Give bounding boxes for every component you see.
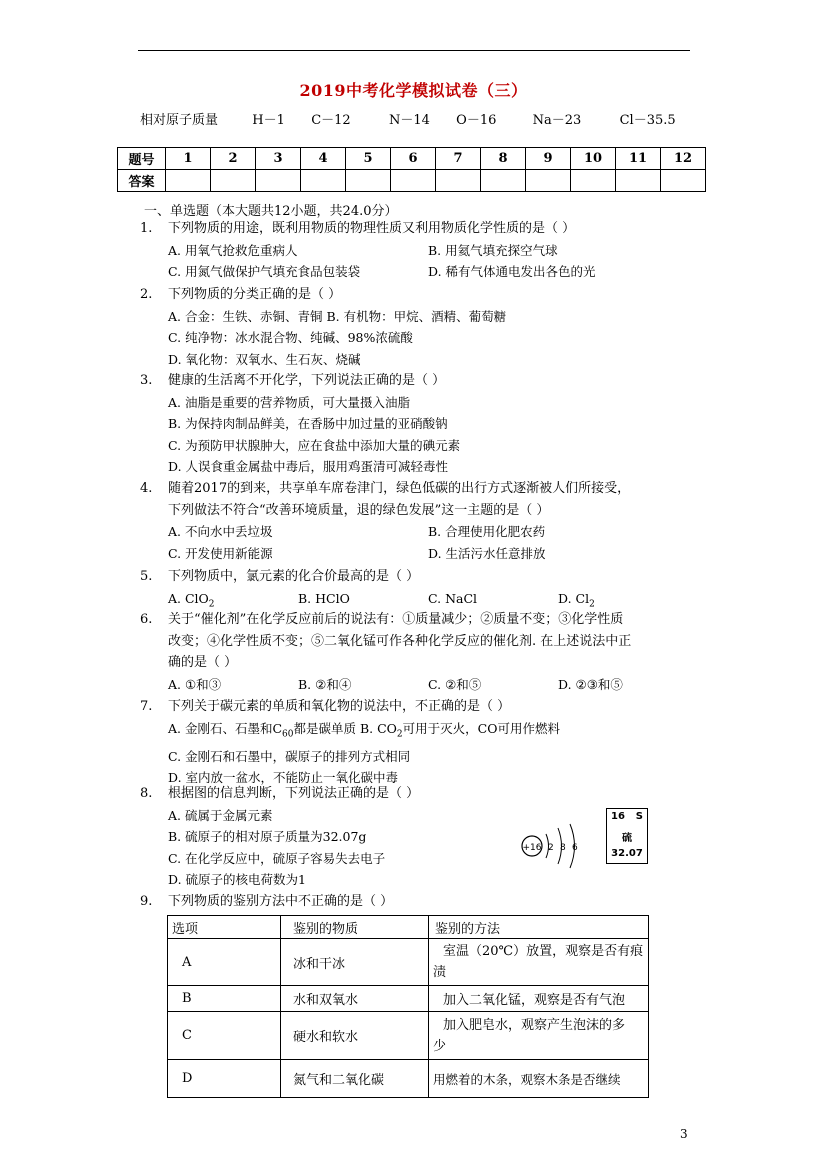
answer-table-number: 12 [661, 148, 706, 170]
question-stem: 改变；④化学性质不变；⑤二氧化锰可作各种化学反应的催化剂. 在上述说法中正 [168, 633, 632, 649]
question-number: 5. [140, 569, 153, 584]
option-d[interactable]: D. 室内放一盆水，不能防止一氧化碳中毒 [168, 770, 399, 785]
question-stem: 下列物质中，氯元素的化合价最高的是（ ） [168, 569, 420, 584]
option-d[interactable]: D. 生活污水任意排放 [428, 545, 546, 561]
answer-cell[interactable] [391, 170, 436, 192]
option-d[interactable]: D. 氧化物：双氧水、生石灰、烧碱 [168, 351, 361, 367]
option-c[interactable]: C. ②和⑤ [428, 676, 482, 692]
option-b[interactable]: B. 为保持肉制品鲜美，在香肠中加过量的亚硝酸钠 [168, 416, 448, 431]
mass-h: H－1 [252, 113, 285, 128]
page-title: 2019中考化学模拟试卷（三） [299, 81, 528, 100]
svg-text:6: 6 [572, 843, 578, 853]
option-b[interactable]: B. 合理使用化肥农药 [428, 524, 546, 539]
option-b[interactable]: B. ②和④ [298, 676, 352, 692]
table-row: C 硬水和软水 加入肥皂水，观察产生泡沫的多 少 [168, 1012, 649, 1060]
answer-table-header-answer: 答案 [118, 170, 166, 192]
answer-table-header-number: 题号 [118, 148, 166, 170]
option-c[interactable]: C. 在化学反应中，硫原子容易失去电子 [168, 850, 386, 866]
question-number: 1. [140, 221, 153, 236]
answer-cell[interactable] [211, 170, 256, 192]
answer-table-number: 3 [256, 148, 301, 170]
option-d[interactable]: D. 稀有气体通电发出各色的光 [428, 264, 596, 279]
element-name: 硫 [622, 833, 632, 844]
nucleus-charge: +16 [522, 843, 542, 853]
option-a[interactable]: A. ClO$_2$ [168, 590, 215, 609]
answer-table-number: 9 [526, 148, 571, 170]
answer-table [117, 147, 706, 192]
answer-table-number: 8 [481, 148, 526, 170]
table-row: D 氮气和二氧化碳 用燃着的木条，观察木条是否继续 [168, 1060, 649, 1098]
question-stem: 随着2017的到来，共享单车席卷津门，绿色低碳的出行方式逐渐被人们所接受， [168, 481, 631, 496]
answer-table-number: 7 [436, 148, 481, 170]
option-c[interactable]: C. 用氮气做保护气填充食品包装袋 [168, 264, 361, 279]
answer-cell[interactable] [301, 170, 346, 192]
svg-text:8: 8 [560, 843, 566, 853]
answer-cell[interactable] [616, 170, 661, 192]
question-number: 4. [140, 481, 153, 496]
question-stem: 下列关于碳元素的单质和氧化物的说法中，不正确的是（ ） [168, 699, 511, 714]
table-row: A 冰和干冰 室温（20℃）放置，观察是否有痕 渍 [168, 939, 649, 986]
answer-cell[interactable] [166, 170, 211, 192]
answer-table-number: 10 [571, 148, 616, 170]
option-a[interactable]: A. 油脂是重要的营养物质，可大量摄入油脂 [168, 394, 410, 410]
question-stem: 健康的生活离不开化学，下列说法正确的是（ ） [168, 373, 446, 388]
mass-cl: Cl－35.5 [619, 113, 676, 128]
option-d[interactable]: D. 硫原子的核电荷数为1 [168, 872, 306, 887]
answer-table-number: 5 [346, 148, 391, 170]
option-ab[interactable]: A. 金刚石、石墨和$C_{60}$都是碳单质 B. $CO_2$可用于灭火，CO可用作燃料 [168, 720, 560, 739]
option-d[interactable]: D. ②③和⑤ [558, 676, 623, 692]
answer-cell[interactable] [526, 170, 571, 192]
element-symbol: S [635, 811, 643, 822]
option-b[interactable]: B. HClO [298, 590, 350, 606]
mass-c: C－12 [311, 113, 351, 128]
question-stem: 关于“催化剂”在化学反应前后的说法有：①质量减少；②质量不变；③化学性质 [168, 612, 624, 627]
option-c[interactable]: C. NaCl [428, 590, 478, 606]
sulfur-element-card [606, 808, 648, 864]
mass-na: Na－23 [532, 113, 582, 128]
option-c[interactable]: C. 纯净物：冰水混合物、纯碱、98%浓硫酸 [168, 330, 413, 345]
table-header: 鉴别的方法 [429, 916, 649, 939]
option-d[interactable]: D. $Cl_2$ [558, 590, 595, 609]
mass-n: N－14 [388, 113, 430, 128]
option-d[interactable]: D. 人误食重金属盐中毒后，服用鸡蛋清可减轻毒性 [168, 459, 449, 474]
question-number: 8. [140, 786, 153, 801]
question-stem: 根据图的信息判断，下列说法正确的是（ ） [168, 786, 420, 801]
question-stem: 下列做法不符合“改善环境质量，退的绿色发展”这一主题的是（ ） [168, 502, 550, 518]
question-stem: 确的是（ ） [168, 655, 238, 670]
atomic-mass-label: 相对原子质量 [140, 113, 219, 128]
section-heading: 一、单选题（本大题共12小题，共24.0分） [144, 204, 398, 219]
answer-table-number: 2 [211, 148, 256, 170]
sulfur-atom-structure-diagram [520, 822, 588, 872]
question-number: 6. [140, 612, 153, 627]
option-b[interactable]: B. 用氦气填充探空气球 [428, 242, 558, 258]
answer-cell[interactable] [571, 170, 616, 192]
table-row: B 水和双氧水 加入二氧化锰，观察是否有气泡 [168, 986, 649, 1012]
question-number: 9. [140, 894, 153, 909]
page-number: 3 [680, 1127, 688, 1141]
atomic-number: 16 [611, 811, 625, 822]
option-ab[interactable]: A. 合金：生铁、赤铜、青铜 B. 有机物：甲烷、酒精、葡萄糖 [168, 308, 507, 324]
answer-cell[interactable] [661, 170, 706, 192]
answer-table-number: 4 [301, 148, 346, 170]
answer-table-number: 1 [166, 148, 211, 170]
svg-text:2: 2 [548, 843, 554, 853]
answer-cell[interactable] [436, 170, 481, 192]
answer-table-number: 11 [616, 148, 661, 170]
question-number: 3. [140, 373, 153, 388]
table-header: 选项 [168, 916, 281, 939]
identification-table [167, 915, 649, 1098]
answer-cell[interactable] [481, 170, 526, 192]
option-a[interactable]: A. ①和③ [168, 676, 222, 692]
option-b[interactable]: B. 硫原子的相对原子质量为32.07g [168, 829, 367, 844]
question-stem: 下列物质的分类正确的是（ ） [168, 287, 342, 302]
question-stem: 下列物质的用途，既利用物质的物理性质又利用物质化学性质的是（ ） [168, 221, 576, 236]
atomic-mass: 32.07 [611, 848, 643, 859]
answer-cell[interactable] [256, 170, 301, 192]
mass-o: O－16 [456, 113, 497, 128]
question-number: 7. [140, 699, 153, 714]
question-stem: 下列物质的鉴别方法中不正确的是（ ） [168, 894, 394, 909]
option-a[interactable]: A. 不向水中丢垃圾 [168, 524, 273, 539]
answer-table-number: 6 [391, 148, 436, 170]
question-number: 2. [140, 287, 153, 302]
header-rule [138, 50, 690, 51]
table-header: 鉴别的物质 [281, 916, 429, 939]
option-a[interactable]: A. 硫属于金属元素 [168, 807, 273, 823]
option-c[interactable]: C. 金刚石和石墨中，碳原子的排列方式相同 [168, 748, 411, 764]
option-c[interactable]: C. 开发使用新能源 [168, 545, 273, 561]
answer-cell[interactable] [346, 170, 391, 192]
option-c[interactable]: C. 为预防甲状腺肿大，应在食盐中添加大量的碘元素 [168, 437, 461, 453]
atomic-mass-line [140, 109, 676, 128]
option-a[interactable]: A. 用氧气抢救危重病人 [168, 242, 298, 258]
